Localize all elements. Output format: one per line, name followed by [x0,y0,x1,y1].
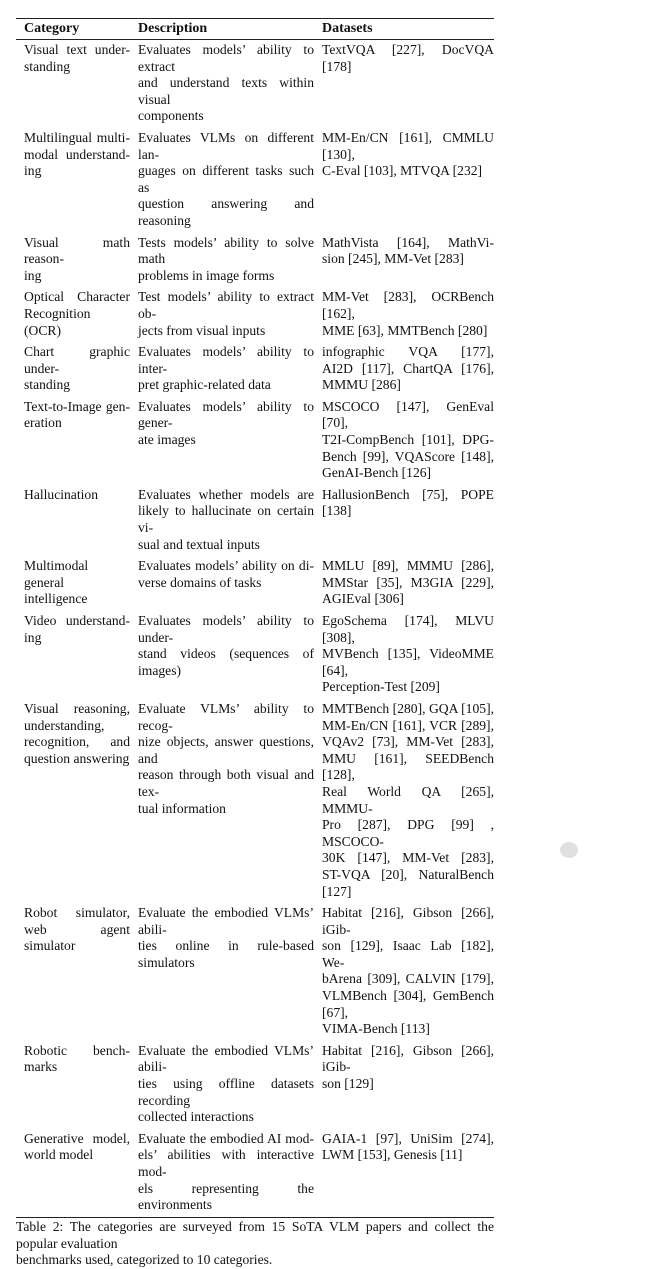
description-cell [138,42,314,125]
category-line: standing [24,58,71,74]
datasets-line: GAIA-1 [97], UniSim [274], [322,1130,494,1146]
table-row [16,903,494,1041]
description-line: ate images [138,432,196,448]
datasets-line: MMLU [89], MMMU [286], [322,558,494,574]
category-cell [24,1043,130,1126]
category-cell [24,558,130,608]
datasets-line: VIMA-Bench [113] [322,1021,430,1037]
table-row [16,1041,494,1129]
description-line: els’ abilities with interactive mod- [138,1147,314,1179]
description-line: Evaluates models’ ability to under- [138,613,314,645]
datasets-line: MME [63], MMTBench [280] [322,322,488,338]
description-line: Evaluates VLMs on different lan- [138,129,314,162]
category-line: Chart graphic under- [24,344,130,376]
description-line: verse domains of tasks [138,574,262,590]
description-line: tual information [138,800,226,816]
category-line: Robotic bench- [24,1042,130,1058]
header-description: Description [138,21,208,36]
category-line: Robot simulator, [24,905,130,921]
table-header [16,19,494,39]
datasets-line: MM-En/CN [161], VCR [289], [322,717,494,733]
table-row [16,611,494,699]
description-line: problems in image forms [138,267,275,283]
datasets-line: AI2D [117], ChartQA [176], [322,360,494,376]
description-line: pret graphic-related data [138,377,271,393]
category-line: intelligence [24,591,88,607]
description-line: Evaluate VLMs’ ability to recog- [138,700,314,733]
datasets-cell [322,344,494,394]
header-category: Category [24,21,80,36]
category-line: marks [24,1059,58,1075]
table-row [16,699,494,903]
description-line: Tests models’ ability to solve math [138,234,314,267]
bottom-rule [16,1217,494,1218]
description-line: Evaluate the embodied VLMs’ abili- [138,1042,314,1075]
category-line: web agent simulator [24,921,130,954]
datasets-line: infographic VQA [177], [322,344,494,360]
table-row [16,397,494,485]
category-cell [24,42,130,125]
description-line: ties using offline datasets recording [138,1076,314,1108]
table-row [16,40,494,128]
description-line: Test models’ ability to extract ob- [138,289,314,321]
description-cell [138,289,314,339]
datasets-cell [322,905,494,1038]
datasets-line: Perception-Test [209] [322,679,440,695]
category-cell [24,130,130,230]
datasets-line: MM-Vet [283], OCRBench [162], [322,289,494,321]
table-row [16,342,494,397]
category-line: Visual text under- [24,42,130,57]
description-line: stand videos (sequences of images) [138,646,314,678]
description-cell [138,905,314,1038]
datasets-cell [322,235,494,285]
category-line: Visual reasoning, [24,700,130,716]
datasets-line: Habitat [216], Gibson [266], iGib- [322,905,494,937]
description-line: Evaluates models’ ability on di- [138,558,314,574]
datasets-cell [322,558,494,608]
description-line: ties online in rule-based simulators [138,938,314,970]
description-line: Evaluate the embodied VLMs’ abili- [138,905,314,937]
table-row [16,485,494,556]
category-line: Text-to-Image gen- [24,398,130,414]
category-line: Generative model, [24,1130,130,1146]
datasets-line: Pro [287], DPG [99] , MSCOCO- [322,817,494,849]
category-line: ing [24,163,42,179]
datasets-cell [322,613,494,696]
category-cell [24,613,130,696]
description-line: question answering and reasoning [138,196,314,228]
description-line: collected interactions [138,1109,254,1125]
description-line: Evaluates models’ ability to inter- [138,344,314,376]
datasets-line: Real World QA [265], MMMU- [322,783,494,816]
table-row [16,556,494,611]
category-cell [24,1131,130,1214]
table-row [16,287,494,342]
datasets-line: GenAI-Bench [126] [322,465,432,481]
description-cell [138,613,314,696]
table-row [16,128,494,233]
category-line: question answering [24,750,130,766]
category-cell [24,289,130,339]
category-line: Multilingual multi- [24,129,130,145]
datasets-line: C-Eval [103], MTVQA [232] [322,163,483,179]
description-cell [138,344,314,394]
datasets-cell [322,289,494,339]
description-cell [138,1043,314,1126]
datasets-cell [322,130,494,230]
category-line: standing [24,377,71,393]
description-cell [138,701,314,900]
description-cell [138,235,314,285]
datasets-line: ST-VQA [20], NaturalBench [127] [322,866,494,899]
table-row [16,1129,494,1217]
header-datasets: Datasets [322,21,373,36]
description-cell [138,399,314,482]
datasets-line: son [129], Isaac Lab [182], We- [322,938,494,970]
datasets-cell [322,399,494,482]
description-line: Evaluate the embodied AI mod- [138,1130,314,1146]
category-cell [24,399,130,482]
datasets-line: sion [245], MM-Vet [283] [322,251,464,267]
description-line: likely to hallucinate on certain vi- [138,503,314,536]
category-cell [24,905,130,1038]
datasets-line: MMU [161], SEEDBench [128], [322,750,494,783]
benchmark-table [16,18,494,1218]
datasets-line: Bench [99], VQAScore [148], [322,448,494,464]
category-line: understanding, [24,717,105,733]
category-line: ing [24,629,42,645]
datasets-line: bArena [309], CALVIN [179], [322,971,494,987]
datasets-cell [322,42,494,125]
category-cell [24,701,130,900]
datasets-line: son [129] [322,1076,374,1092]
datasets-line: AGIEval [306] [322,591,404,607]
category-line: modal understand- [24,146,130,162]
datasets-line: VLMBench [304], GemBench [67], [322,988,494,1020]
datasets-line: LWM [153], Genesis [11] [322,1147,463,1163]
datasets-line: 30K [147], MM-Vet [283], [322,850,494,866]
description-line: els representing the environments [138,1180,314,1213]
description-cell [138,487,314,553]
category-line: Hallucination [24,486,98,502]
datasets-line: MMMU [286] [322,377,401,393]
table-row [16,233,494,288]
description-line: Evaluates models’ ability to extract [138,42,314,74]
datasets-line: MSCOCO [147], GenEval [70], [322,398,494,431]
description-cell [138,130,314,230]
description-line: nize objects, answer questions, and [138,734,314,766]
description-line: guages on different tasks such as [138,163,314,195]
datasets-line: MVBench [135], VideoMME [64], [322,646,494,678]
category-line: Visual math reason- [24,234,130,267]
description-line: components [138,108,204,124]
description-cell [138,1131,314,1214]
caption-line-2: benchmarks used, categorized to 10 categories. [16,1252,273,1267]
datasets-line: Habitat [216], Gibson [266], iGib- [322,1042,494,1075]
datasets-line: TextVQA [227], DocVQA [178] [322,42,494,74]
category-line: ing [24,267,42,283]
category-line: Recognition (OCR) [24,305,91,338]
description-line: jects from visual inputs [138,322,266,338]
category-line: recognition, and [24,734,130,750]
description-line: Evaluates whether models are [138,486,314,502]
category-line: Optical Character [24,289,130,305]
datasets-cell [322,701,494,900]
datasets-line: EgoSchema [174], MLVU [308], [322,613,494,645]
datasets-line: MMStar [35], M3GIA [229], [322,574,494,590]
category-line: Multimodal general [24,558,89,590]
description-line: and understand texts within visual [138,75,314,107]
datasets-line: HallusionBench [75], POPE [138] [322,486,494,519]
datasets-line: MathVista [164], MathVi- [322,234,494,250]
datasets-line: T2I-CompBench [101], DPG- [322,432,494,448]
category-line: eration [24,415,62,431]
table-caption [16,1219,494,1269]
description-cell [138,558,314,608]
category-cell [24,487,130,553]
datasets-cell [322,487,494,553]
description-line: reason through both visual and tex- [138,767,314,799]
category-cell [24,344,130,394]
description-line: Evaluates models’ ability to gener- [138,398,314,431]
category-cell [24,235,130,285]
watermark-logo-icon [560,842,578,858]
datasets-cell [322,1043,494,1126]
category-line: Video understand- [24,613,130,628]
caption-line-1: Table 2: The categories are surveyed from 15 SoTA VLM papers and collect the popular evaluation [16,1219,494,1251]
table-body [16,40,494,1217]
datasets-cell [322,1131,494,1214]
category-line: world model [24,1147,94,1163]
datasets-line: MM-En/CN [161], CMMLU [130], [322,129,494,162]
datasets-line: VQAv2 [73], MM-Vet [283], [322,734,494,750]
datasets-line: MMTBench [280], GQA [105], [322,700,494,716]
description-line: sual and textual inputs [138,536,260,552]
